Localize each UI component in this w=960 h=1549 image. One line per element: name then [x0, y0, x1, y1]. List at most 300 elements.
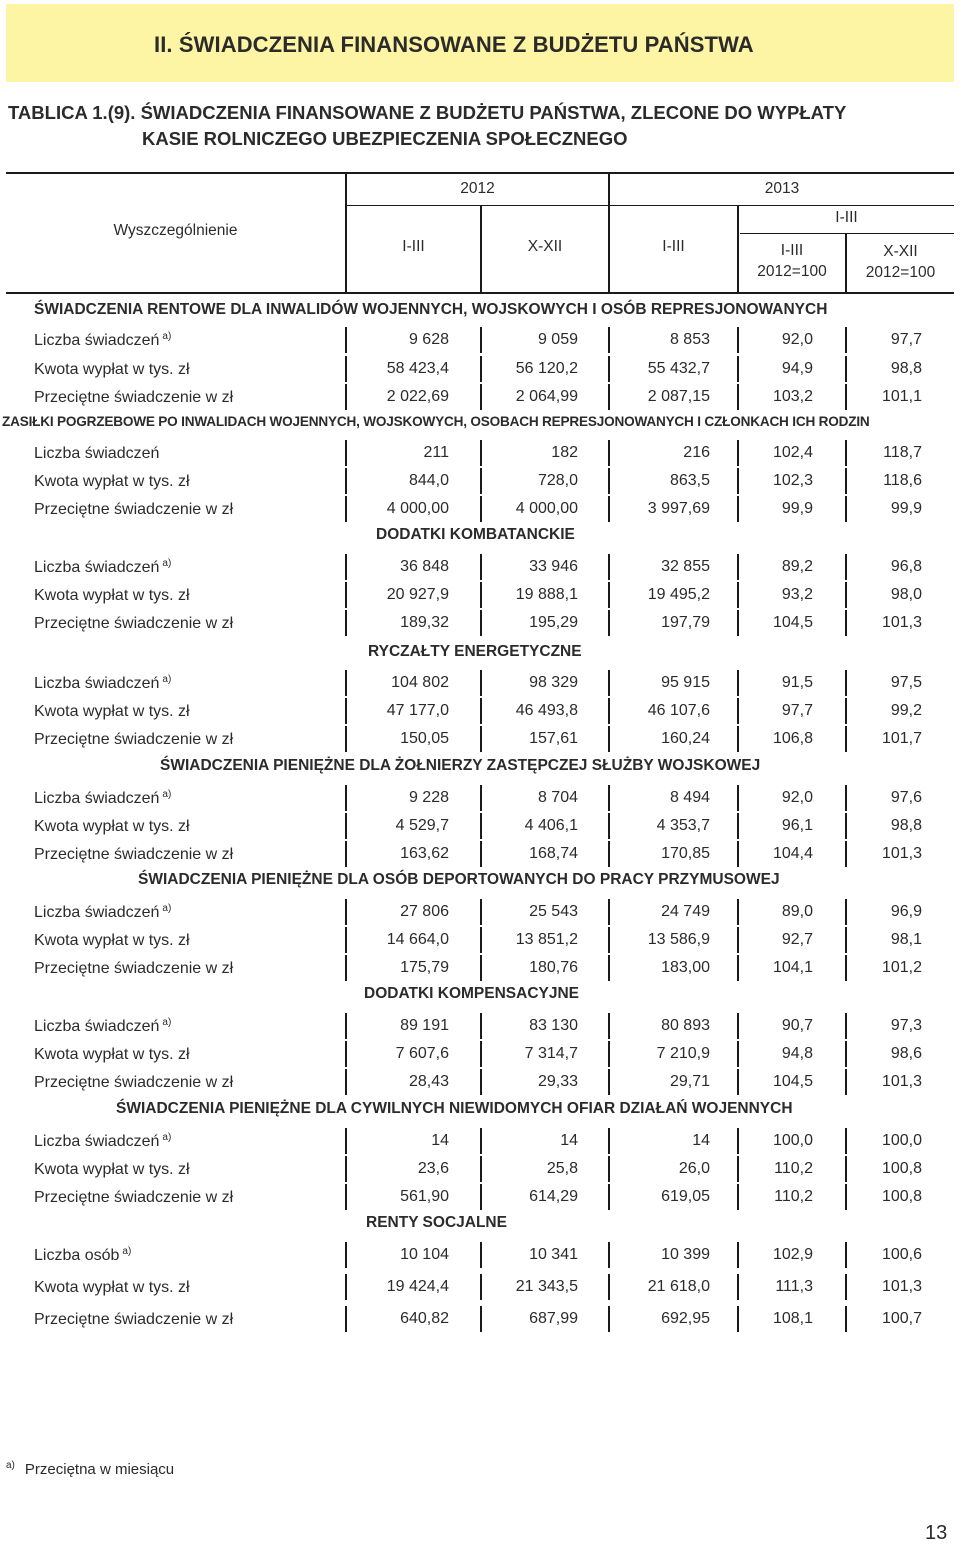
column-divider	[480, 356, 482, 382]
column-divider	[608, 1013, 610, 1039]
table-cell: 4 000,00	[386, 500, 449, 517]
table-row	[0, 955, 960, 981]
column-divider	[480, 440, 482, 466]
table-row	[0, 927, 960, 953]
column-divider	[608, 582, 610, 608]
table-cell: 4 000,00	[515, 500, 578, 517]
column-divider	[845, 955, 847, 981]
column-divider	[480, 785, 482, 811]
table-cell: 94,8	[781, 1045, 813, 1062]
row-label-text: Kwota wypłat w tys. zł	[34, 587, 190, 604]
column-divider	[345, 785, 347, 811]
column-divider	[737, 698, 739, 724]
row-label	[34, 1045, 193, 1064]
chapter-banner	[6, 4, 954, 82]
table-cell: 98 329	[529, 674, 578, 691]
column-divider	[845, 468, 847, 494]
table-cell: 96,1	[781, 817, 813, 834]
table-cell: 32 855	[661, 558, 710, 575]
table-cell: 99,9	[890, 500, 922, 517]
column-divider	[345, 356, 347, 382]
table-cell: 614,29	[529, 1188, 578, 1205]
column-divider	[737, 327, 739, 353]
column-divider	[845, 670, 847, 696]
row-label	[34, 1310, 236, 1329]
table-cell: 101,1	[881, 388, 922, 405]
table-cell: 195,29	[529, 614, 578, 631]
table-cell: 25 543	[529, 903, 578, 920]
section-title: ŚWIADCZENIA PIENIĘŻNE DLA CYWILNYCH NIEWIDOMYCH OFIAR DZIAŁAŃ WOJENNYCH	[116, 1100, 793, 1117]
column-divider	[608, 813, 610, 839]
year-2013-header: 2013	[764, 180, 800, 197]
table-cell: 189,32	[400, 614, 449, 631]
table-cell: 163,62	[400, 845, 449, 862]
column-divider	[845, 927, 847, 953]
column-divider	[345, 1069, 347, 1095]
footnote-ref: a)	[122, 1246, 132, 1257]
table-cell: 8 704	[537, 789, 578, 806]
column-divider	[345, 899, 347, 925]
row-label-text: Kwota wypłat w tys. zł	[34, 1046, 190, 1063]
section-title: RYCZAŁTY ENERGETYCZNE	[368, 643, 582, 660]
table-cell: 46 493,8	[515, 702, 578, 719]
table-row	[0, 670, 960, 696]
row-label	[34, 1017, 171, 1036]
column-divider	[845, 1156, 847, 1182]
table-cell: 96,8	[890, 558, 922, 575]
column-divider	[480, 726, 482, 752]
row-label	[34, 500, 236, 519]
row-label-text: Przeciętne świadczenie w zł	[34, 389, 234, 406]
table-cell: 687,99	[529, 1310, 578, 1327]
row-label-text: Kwota wypłat w tys. zł	[34, 361, 190, 378]
table-cell: 89,0	[781, 903, 813, 920]
column-divider	[845, 356, 847, 382]
table-cell: 100,0	[772, 1132, 813, 1149]
table-title-line2: KASIE ROLNICZEGO UBEZPIECZENIA SPOŁECZNEGO	[142, 128, 628, 149]
row-label	[34, 331, 171, 350]
footnote-ref: a)	[162, 1132, 172, 1143]
table-cell: 25,8	[546, 1160, 578, 1177]
row-label-text: Kwota wypłat w tys. zł	[34, 818, 190, 835]
column-divider	[845, 1128, 847, 1154]
table-cell: 94,9	[781, 360, 813, 377]
column-divider	[480, 582, 482, 608]
column-divider	[608, 496, 610, 522]
table-row	[0, 384, 960, 410]
row-label	[34, 1246, 131, 1265]
column-divider	[845, 698, 847, 724]
section-title: RENTY SOCJALNE	[366, 1214, 507, 1231]
column-divider	[345, 468, 347, 494]
table-cell: 150,05	[400, 730, 449, 747]
table-cell: 29,33	[537, 1073, 578, 1090]
column-divider	[480, 327, 482, 353]
table-cell: 9 628	[408, 331, 449, 348]
column-divider	[345, 841, 347, 867]
column-divider	[737, 1128, 739, 1154]
table-row	[0, 1242, 960, 1268]
row-label	[34, 674, 171, 693]
column-divider	[608, 1069, 610, 1095]
column-divider	[608, 899, 610, 925]
table-cell: 99,2	[890, 702, 922, 719]
column-divider	[480, 496, 482, 522]
table-cell: 183,00	[661, 959, 710, 976]
table-cell: 104,1	[772, 959, 813, 976]
column-divider	[608, 1156, 610, 1182]
table-cell: 101,3	[881, 845, 922, 862]
column-divider	[608, 554, 610, 580]
table-cell: 180,76	[529, 959, 578, 976]
column-divider	[480, 610, 482, 636]
table-cell: 13 586,9	[647, 931, 710, 948]
section-title: DODATKI KOMBATANCKIE	[376, 526, 575, 543]
table-row	[0, 554, 960, 580]
row-label	[34, 472, 193, 491]
column-divider	[845, 726, 847, 752]
table-row	[0, 1128, 960, 1154]
table-cell: 7 314,7	[524, 1045, 578, 1062]
table-cell: 561,90	[400, 1188, 449, 1205]
row-label-text: Przeciętne świadczenie w zł	[34, 615, 234, 632]
table-cell: 728,0	[537, 472, 578, 489]
table-cell: 23,6	[417, 1160, 449, 1177]
column-divider	[608, 1242, 610, 1268]
col-index-q4-base: 2012=100	[865, 264, 936, 281]
row-label	[34, 1160, 193, 1179]
table-cell: 101,3	[881, 614, 922, 631]
column-divider	[737, 1041, 739, 1067]
table-cell: 89,2	[781, 558, 813, 575]
table-row	[0, 496, 960, 522]
table-cell: 97,3	[890, 1017, 922, 1034]
column-divider	[345, 1041, 347, 1067]
index-group-header: I-III	[835, 209, 858, 226]
column-divider	[345, 1128, 347, 1154]
table-cell: 92,0	[781, 789, 813, 806]
table-cell: 14 664,0	[386, 931, 449, 948]
row-label	[34, 360, 193, 379]
column-divider	[608, 1128, 610, 1154]
column-divider	[480, 670, 482, 696]
row-label	[34, 444, 162, 463]
table-cell: 4 406,1	[524, 817, 578, 834]
table-cell: 97,6	[890, 789, 922, 806]
column-divider	[845, 582, 847, 608]
column-divider	[608, 927, 610, 953]
row-label	[34, 845, 236, 864]
column-divider	[845, 1306, 847, 1332]
column-divider	[480, 927, 482, 953]
table-cell: 118,6	[883, 472, 922, 489]
column-divider	[737, 1069, 739, 1095]
table-cell: 104,5	[772, 614, 813, 631]
table-cell: 56 120,2	[515, 360, 578, 377]
chapter-title: II. ŚWIADCZENIA FINANSOWANE Z BUDŻETU PAŃSTWA	[154, 32, 754, 57]
table-cell: 100,8	[881, 1160, 922, 1177]
column-divider	[345, 327, 347, 353]
header-bottom-rule	[6, 292, 954, 294]
row-label	[34, 789, 171, 808]
column-divider	[737, 356, 739, 382]
row-label	[34, 1073, 236, 1092]
column-divider	[345, 1184, 347, 1210]
column-divider	[845, 841, 847, 867]
table-cell: 101,7	[881, 730, 922, 747]
table-cell: 4 353,7	[656, 817, 710, 834]
table-cell: 7 210,9	[656, 1045, 710, 1062]
column-divider	[737, 384, 739, 410]
table-cell: 101,3	[881, 1278, 922, 1295]
column-divider	[737, 440, 739, 466]
column-divider	[737, 554, 739, 580]
row-label	[34, 1278, 193, 1297]
row-label-text: Liczba świadczeń	[34, 1018, 160, 1035]
table-cell: 98,8	[890, 360, 922, 377]
table-row	[0, 1069, 960, 1095]
table-row	[0, 899, 960, 925]
table-row	[0, 1306, 960, 1332]
row-label-text: Przeciętne świadczenie w zł	[34, 731, 234, 748]
column-divider	[737, 468, 739, 494]
table-cell: 175,79	[400, 959, 449, 976]
column-divider	[608, 785, 610, 811]
table-cell: 92,7	[781, 931, 813, 948]
table-row	[0, 1156, 960, 1182]
table-cell: 4 529,7	[395, 817, 449, 834]
table-cell: 28,43	[408, 1073, 449, 1090]
column-divider	[737, 582, 739, 608]
row-label	[34, 1132, 171, 1151]
col-2012-q4-header: X-XII	[527, 238, 563, 255]
column-divider	[345, 955, 347, 981]
table-cell: 10 104	[400, 1246, 449, 1263]
table-cell: 98,8	[890, 817, 922, 834]
column-divider	[480, 841, 482, 867]
row-label-text: Przeciętne świadczenie w zł	[34, 501, 234, 518]
table-cell: 10 399	[661, 1246, 710, 1263]
table-row	[0, 1184, 960, 1210]
table-cell: 89 191	[400, 1017, 449, 1034]
column-divider	[737, 1242, 739, 1268]
column-divider	[737, 955, 739, 981]
column-divider	[845, 327, 847, 353]
column-divider	[345, 698, 347, 724]
table-row	[0, 1041, 960, 1067]
row-label-text: Kwota wypłat w tys. zł	[34, 473, 190, 490]
column-divider	[737, 785, 739, 811]
row-label-text: Przeciętne świadczenie w zł	[34, 960, 234, 977]
table-cell: 118,7	[883, 444, 922, 461]
column-divider	[608, 841, 610, 867]
column-divider	[345, 927, 347, 953]
table-cell: 8 853	[669, 331, 710, 348]
column-divider	[845, 813, 847, 839]
table-cell: 95 915	[661, 674, 710, 691]
table-row	[0, 1274, 960, 1300]
table-cell: 103,2	[772, 388, 813, 405]
column-divider	[345, 610, 347, 636]
table-row	[0, 813, 960, 839]
table-cell: 83 130	[529, 1017, 578, 1034]
table-cell: 216	[683, 444, 710, 461]
table-cell: 100,6	[881, 1246, 922, 1263]
table-cell: 106,8	[772, 730, 813, 747]
section-title: ŚWIADCZENIA RENTOWE DLA INWALIDÓW WOJENNYCH, WOJSKOWYCH I OSÓB REPRESJONOWANYCH	[34, 301, 828, 318]
table-cell: 21 618,0	[647, 1278, 710, 1295]
table-cell: 14	[692, 1132, 710, 1149]
column-divider	[480, 1041, 482, 1067]
table-cell: 91,5	[781, 674, 813, 691]
table-cell: 170,85	[661, 845, 710, 862]
column-divider	[480, 1184, 482, 1210]
table-cell: 10 341	[529, 1246, 578, 1263]
table-cell: 157,61	[529, 730, 578, 747]
footnote-ref: a)	[162, 674, 172, 685]
table-cell: 2 064,99	[515, 388, 578, 405]
table-cell: 104 802	[391, 674, 449, 691]
header-top-rule	[6, 172, 954, 174]
column-divider	[480, 1242, 482, 1268]
table-cell: 863,5	[669, 472, 710, 489]
table-cell: 108,1	[772, 1310, 813, 1327]
column-divider	[608, 1306, 610, 1332]
row-label	[34, 614, 236, 633]
table-cell: 98,0	[890, 586, 922, 603]
table-row	[0, 468, 960, 494]
column-divider	[345, 1306, 347, 1332]
table-cell: 100,7	[881, 1310, 922, 1327]
table-cell: 13 851,2	[515, 931, 578, 948]
column-divider	[737, 927, 739, 953]
column-divider	[608, 468, 610, 494]
column-divider	[345, 1156, 347, 1182]
row-label	[34, 702, 193, 721]
footnote-ref: a)	[162, 903, 172, 914]
table-cell: 96,9	[890, 903, 922, 920]
table-cell: 197,79	[661, 614, 710, 631]
col-index-q1-header: I-III	[780, 242, 804, 259]
column-divider	[345, 384, 347, 410]
table-cell: 110,2	[774, 1188, 813, 1205]
section-title: DODATKI KOMPENSACYJNE	[364, 985, 580, 1002]
column-divider	[608, 1184, 610, 1210]
column-divider	[608, 610, 610, 636]
table-cell: 104,4	[772, 845, 813, 862]
column-divider	[480, 1274, 482, 1300]
column-divider	[737, 1274, 739, 1300]
col-2013-q1-header: I-III	[662, 238, 685, 255]
table-cell: 100,8	[881, 1188, 922, 1205]
table-cell: 14	[431, 1132, 449, 1149]
column-divider	[608, 384, 610, 410]
table-cell: 111,3	[775, 1278, 813, 1295]
footnote-ref: a)	[162, 1017, 172, 1028]
table-cell: 19 888,1	[515, 586, 578, 603]
table-cell: 2 022,69	[386, 388, 449, 405]
table-cell: 98,6	[890, 1045, 922, 1062]
table-row	[0, 356, 960, 382]
column-divider	[845, 1274, 847, 1300]
row-label	[34, 1188, 236, 1207]
table-cell: 211	[423, 444, 449, 461]
column-divider	[480, 698, 482, 724]
row-label-text: Liczba świadczeń	[34, 675, 160, 692]
column-divider	[845, 899, 847, 925]
column-divider	[845, 1242, 847, 1268]
table-row	[0, 610, 960, 636]
column-divider	[480, 1069, 482, 1095]
table-cell: 844,0	[408, 472, 449, 489]
column-divider	[480, 1306, 482, 1332]
row-label-text: Przeciętne świadczenie w zł	[34, 1074, 234, 1091]
column-divider	[737, 813, 739, 839]
table-cell: 36 848	[400, 558, 449, 575]
footnote-text: Przeciętna w miesiącu	[24, 1461, 175, 1478]
table-cell: 102,4	[772, 444, 813, 461]
column-divider	[845, 554, 847, 580]
column-divider	[737, 841, 739, 867]
row-label	[34, 959, 236, 978]
column-divider	[845, 1069, 847, 1095]
row-label	[34, 730, 236, 749]
table-cell: 160,24	[661, 730, 710, 747]
table-row	[0, 440, 960, 466]
table-cell: 102,9	[772, 1246, 813, 1263]
row-label	[34, 586, 193, 605]
column-divider	[845, 785, 847, 811]
column-divider	[845, 1184, 847, 1210]
column-divider	[608, 356, 610, 382]
column-divider	[345, 1013, 347, 1039]
column-divider	[345, 582, 347, 608]
label-column-header: Wyszczególnienie	[113, 222, 238, 239]
table-cell: 2 087,15	[647, 388, 710, 405]
column-divider	[845, 440, 847, 466]
table-row	[0, 582, 960, 608]
table-cell: 692,95	[661, 1310, 710, 1327]
table-row	[0, 726, 960, 752]
table-cell: 101,3	[881, 1073, 922, 1090]
row-label-text: Liczba świadczeń	[34, 1133, 160, 1150]
table-cell: 46 107,6	[647, 702, 710, 719]
table-cell: 26,0	[678, 1160, 710, 1177]
table-cell: 640,82	[400, 1310, 449, 1327]
table-cell: 97,5	[890, 674, 922, 691]
row-label-text: Przeciętne świadczenie w zł	[34, 1311, 234, 1328]
column-divider	[480, 468, 482, 494]
footnote-ref: a)	[162, 789, 172, 800]
page-number: 13	[925, 1522, 948, 1544]
column-divider	[608, 670, 610, 696]
column-divider	[345, 554, 347, 580]
column-divider	[737, 899, 739, 925]
row-label-text: Liczba świadczeń	[34, 445, 160, 462]
table-cell: 9 059	[537, 331, 578, 348]
header-index-rule	[740, 233, 954, 234]
column-divider	[737, 610, 739, 636]
table-row	[0, 841, 960, 867]
row-label-text: Liczba świadczeń	[34, 332, 160, 349]
table-cell: 14	[560, 1132, 578, 1149]
column-divider	[845, 384, 847, 410]
column-divider	[480, 899, 482, 925]
table-cell: 27 806	[400, 903, 449, 920]
column-divider	[845, 1041, 847, 1067]
column-divider	[480, 1156, 482, 1182]
table-cell: 99,9	[781, 500, 813, 517]
